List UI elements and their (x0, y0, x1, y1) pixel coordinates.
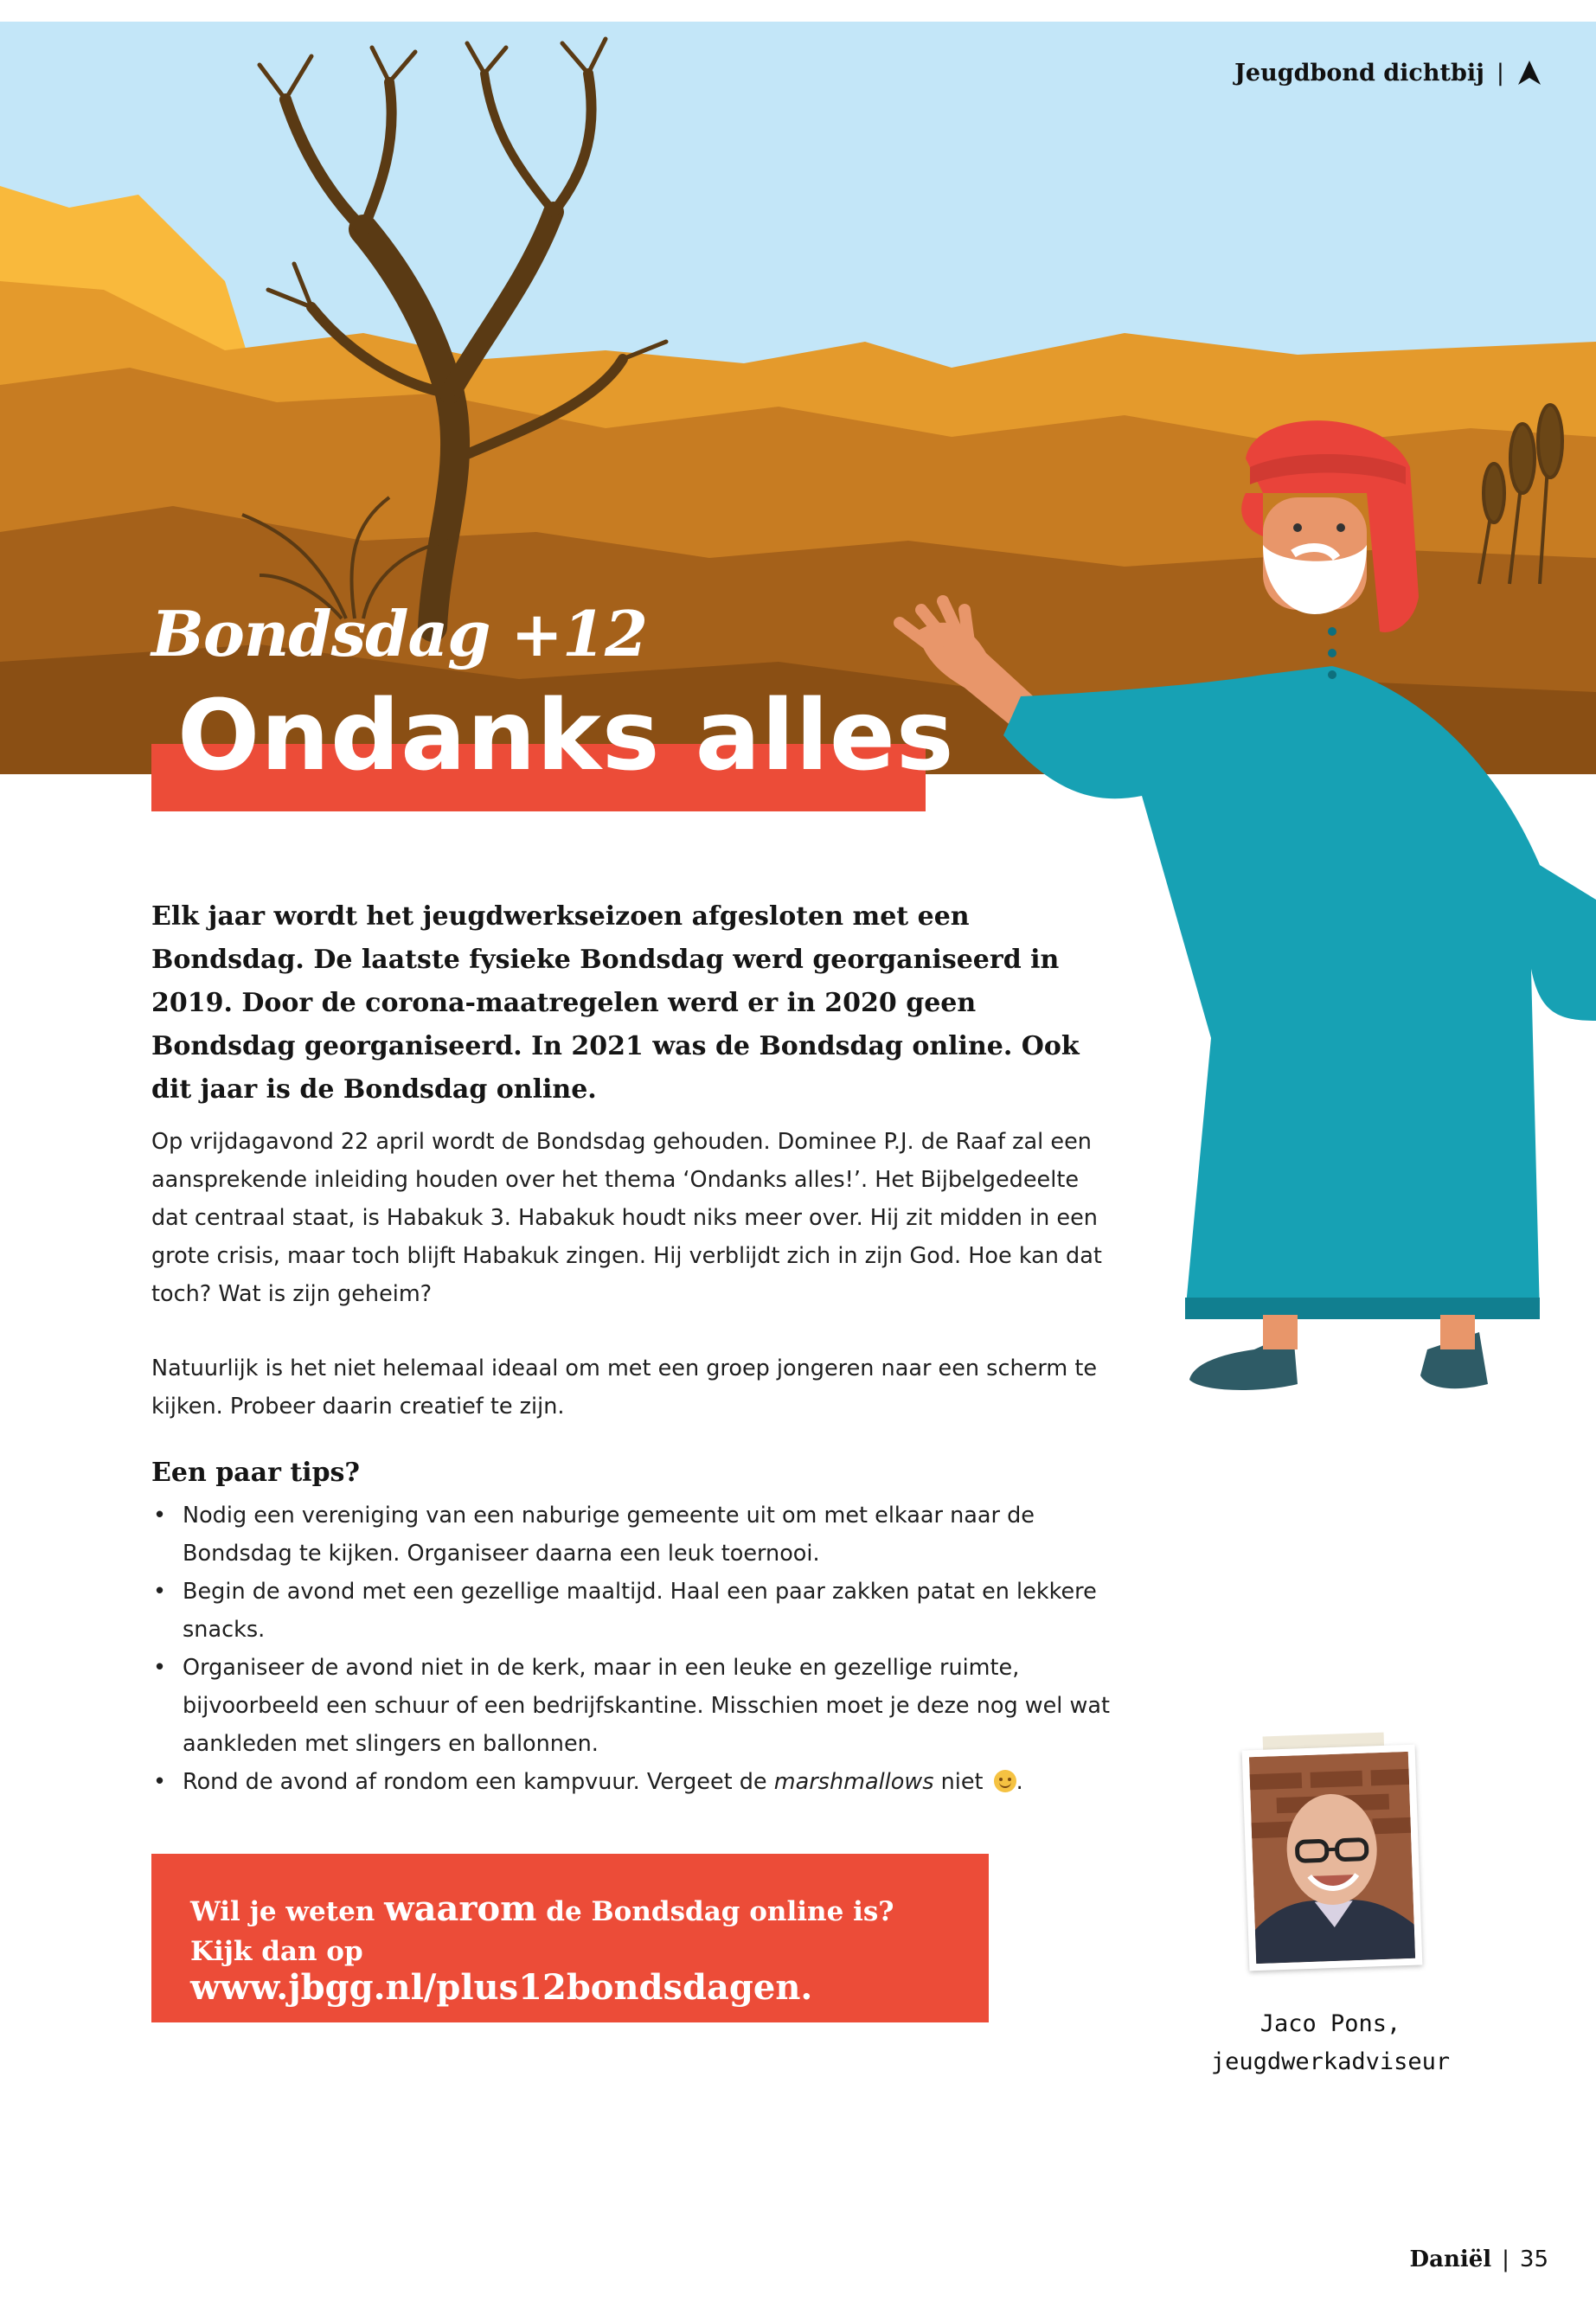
list-item-text: Rond de avond af rondom een kampvuur. Vergeet de (183, 1769, 774, 1795)
author-caption (1192, 2005, 1469, 2081)
cta-text: Kijk dan op (190, 1936, 363, 1967)
author-portrait (1249, 1752, 1415, 1964)
list-item-end: . (1016, 1769, 1023, 1795)
a-mark-icon (1516, 59, 1542, 87)
cta-link[interactable]: www.jbgg.nl/plus12bondsdagen. (190, 1967, 813, 2008)
article-title: Ondanks alles (177, 680, 955, 792)
cta-text: de Bondsdag online is? (536, 1896, 894, 1927)
intro-paragraph: Elk jaar wordt het jeugdwerkseizoen afgesloten met een Bondsdag. De laatste fysieke Bondsdag werd georganiseerd in 2019. Door de corona-maatregelen werd er in 2020 geen Bondsdag georganiseerd. In 2021 was de Bondsdag online. Ook dit jaar is de Bondsdag online. (151, 901, 1080, 1105)
cta-text: Wil je weten (190, 1896, 385, 1927)
author-name: Jaco Pons, (1259, 2010, 1401, 2037)
section-label: Jeugdbond dichtbij (1234, 59, 1484, 87)
list-item: • Begin de avond met een gezellige maaltijd. Haal een paar zakken patat en lekkere snacks. (151, 1573, 1129, 1649)
author-role: jeugdwerkadviseur (1210, 2048, 1451, 2075)
magazine-name: Daniël (1409, 2247, 1492, 2272)
photo-frame (1242, 1745, 1423, 1971)
list-item: • Organiseer de avond niet in de kerk, maar in een leuke en gezellige ruimte, bijvoorbeeld een schuur of een bedrijfskantine. Misschien moet je deze nog wel wat aankleden met slingers en ballonnen. (151, 1649, 1129, 1763)
page-number: 35 (1519, 2247, 1548, 2272)
list-item-italic: marshmallows (773, 1769, 934, 1795)
article-kicker: Bondsdag +12 (151, 597, 648, 670)
cta-line-1 (190, 1888, 894, 1929)
tips-list (151, 1497, 1129, 1801)
tips-heading: Een paar tips? (151, 1458, 361, 1488)
smiley-icon (994, 1770, 1016, 1792)
footer-separator: | (1502, 2247, 1509, 2272)
section-header (1234, 59, 1542, 87)
cta-line-2 (190, 1936, 989, 2008)
list-item: • Nodig een vereniging van een naburige gemeente uit om met elkaar naar de Bondsdag te kijken. Organiseer daarna een leuk toernooi. (151, 1497, 1129, 1573)
list-item (151, 1763, 1129, 1801)
cta-emphasis: waarom (384, 1888, 537, 1929)
page-footer (1410, 2247, 1548, 2272)
header-separator: | (1496, 59, 1504, 87)
list-item-text: niet (933, 1769, 984, 1795)
body-paragraph-2: Natuurlijk is het niet helemaal ideaal om met een groep jongeren naar een scherm te kijken. Probeer daarin creatief te zijn. (151, 1356, 1098, 1420)
cta-box (151, 1854, 989, 2022)
body-paragraph-1: Op vrijdagavond 22 april wordt de Bondsdag gehouden. Dominee P.J. de Raaf zal een aansprekende inleiding houden over het thema ‘Ondanks alles!’. Het Bijbelgedeelte dat centraal staat, is Habakuk 3. Habakuk houdt niks meer over. Hij zit midden in een grote crisis, maar toch blijft Habakuk zingen. Hij verblijdt zich in zijn God. Hoe kan dat toch? Wat is zijn geheim? (151, 1129, 1102, 1307)
author-photo (1239, 1734, 1431, 1978)
